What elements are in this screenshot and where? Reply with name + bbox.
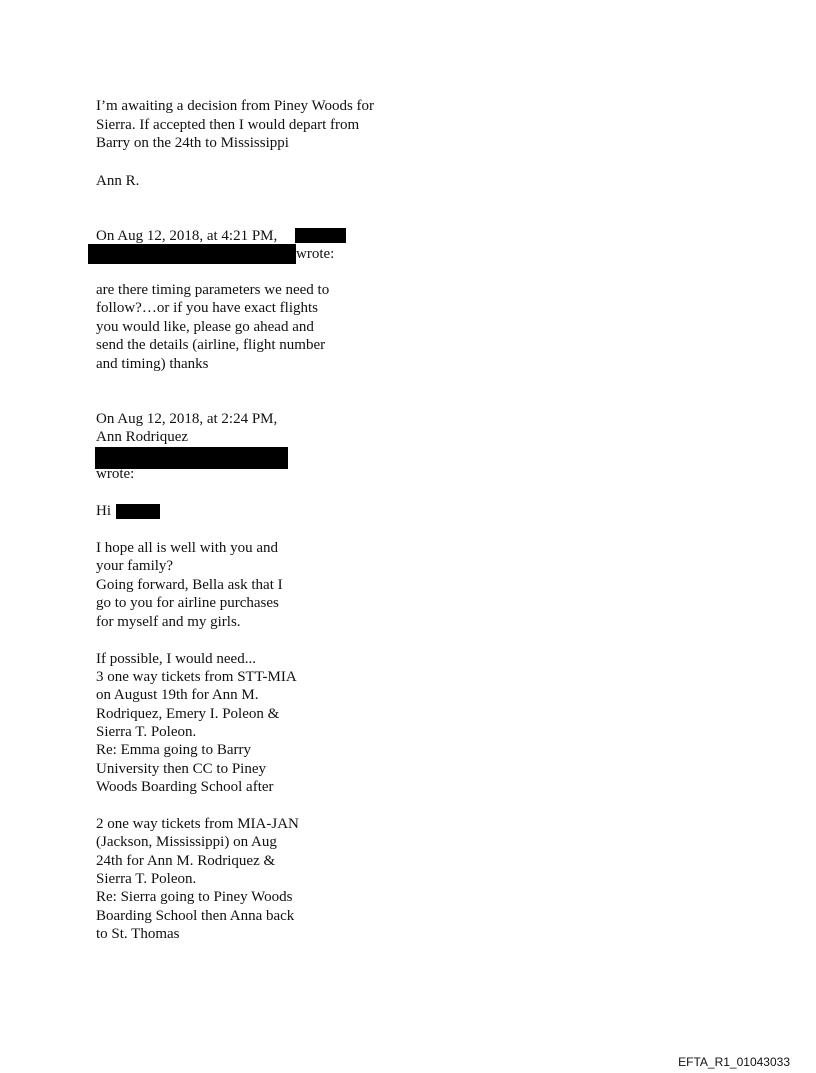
body-line: to St. Thomas — [96, 926, 180, 942]
body-line: follow?…or if you have exact flights — [96, 300, 319, 316]
body-line: your family? — [96, 558, 174, 574]
body-line: Sierra. If accepted then I would depart from — [96, 117, 360, 133]
body-line: 2 one way tickets from MIA-JAN — [96, 816, 299, 832]
greeting: Hi — [96, 503, 111, 519]
body-line: If possible, I would need... — [96, 651, 256, 667]
body-line: you would like, please go ahead and — [96, 319, 314, 335]
body-line: Going forward, Bella ask that I — [96, 577, 283, 593]
body-line: go to you for airline purchases — [96, 595, 279, 611]
quote-wrote: wrote: — [296, 246, 335, 262]
body-line: (Jackson, Mississippi) on Aug — [96, 834, 277, 850]
body-line: Sierra T. Poleon. — [96, 871, 197, 887]
quote-header: On Aug 12, 2018, at 4:21 PM, — [96, 228, 278, 244]
redaction-bar — [295, 228, 346, 243]
body-line: Re: Emma going to Barry — [96, 742, 251, 758]
signature: Ann R. — [96, 173, 140, 189]
quote-header: On Aug 12, 2018, at 2:24 PM, — [96, 411, 278, 427]
quote-header-name: Ann Rodriquez — [96, 429, 189, 445]
body-line: send the details (airline, flight number — [96, 337, 326, 353]
body-line: Sierra T. Poleon. — [96, 724, 197, 740]
body-line: on August 19th for Ann M. — [96, 687, 259, 703]
body-line: and timing) thanks — [96, 356, 209, 372]
body-line: 3 one way tickets from STT-MIA — [96, 669, 297, 685]
body-line: I’m awaiting a decision from Piney Woods for — [96, 98, 375, 114]
document-id: EFTA_R1_01043033 — [678, 1055, 790, 1069]
body-line: University then CC to Piney — [96, 761, 266, 777]
body-line: are there timing parameters we need to — [96, 282, 330, 298]
body-line: for myself and my girls. — [96, 614, 241, 630]
redaction-bar — [116, 504, 160, 519]
body-line: Boarding School then Anna back — [96, 908, 295, 924]
body-line: Rodriquez, Emery I. Poleon & — [96, 706, 280, 722]
body-line: Re: Sierra going to Piney Woods — [96, 889, 293, 905]
quote-wrote: wrote: — [96, 466, 135, 482]
redaction-bar — [88, 244, 296, 264]
body-line: I hope all is well with you and — [96, 540, 279, 556]
body-line: Woods Boarding School after — [96, 779, 274, 795]
body-line: Barry on the 24th to Mississippi — [96, 135, 289, 151]
body-line: 24th for Ann M. Rodriquez & — [96, 853, 276, 869]
